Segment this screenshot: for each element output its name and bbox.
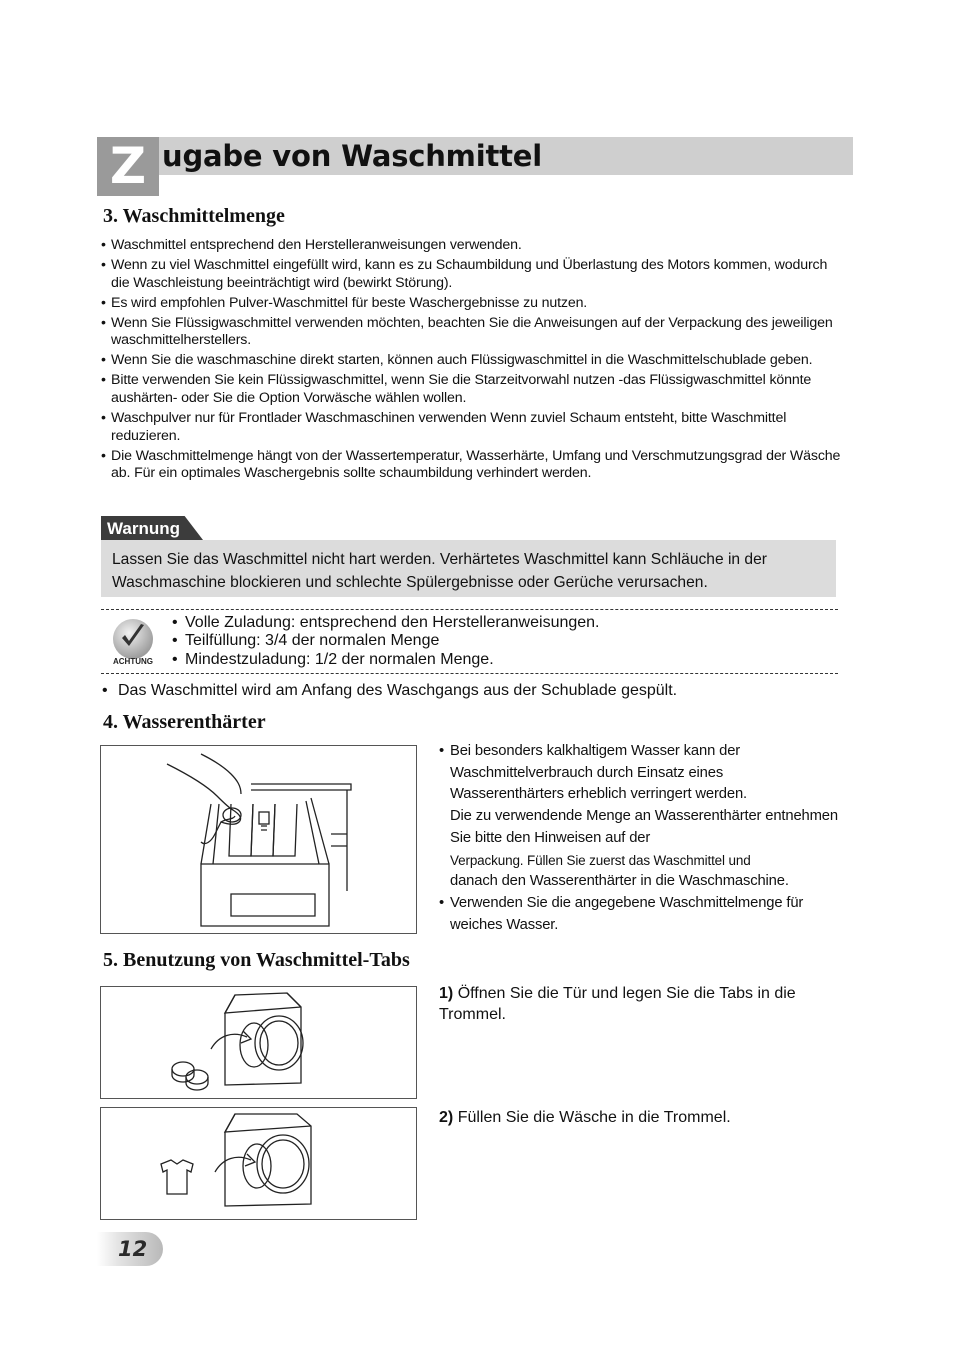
drawer-illustration [100,745,417,934]
list-item: • Verwenden Sie die angegebene Waschmittelmenge für weiches Wasser. [439,893,839,936]
list-item: • Bei besonders kalkhaltigem Wasser kann der Waschmittelverbrauch durch Einsatz eines Wasserenthärters erheblich verringert werden. Die zu verwendende Menge an Wasserenthärter entnehmen Sie bitte den Hinweisen auf der Verpackung. Füllen Sie zuerst das Waschmittel und danach den Wasserenthärter in die Waschmaschine. [439,741,839,893]
flush-note-text: Das Waschmittel wird am Anfang des Waschgangs aus der Schublade gespült. [118,682,678,699]
list-item: • Bitte verwenden Sie kein Flüssigwaschmittel, wenn Sie die Starzeitvorwahl nutzen -das Flüssigwaschmittel könnte aushärten- oder Sie die Option Vorwäsche wählen wollen. [101,372,846,407]
list-item: • Waschmittel entsprechend den Herstelleranweisungen verwenden. [101,237,846,255]
step-2: 2) Füllen Sie die Wäsche in die Trommel. [439,1109,731,1126]
laundry-illustration [100,1107,417,1220]
list-item: • Wenn Sie Flüssigwaschmittel verwenden möchten, beachten Sie die Anweisungen auf der Verpackung des jeweiligen waschmittelherstellers. [101,315,846,350]
section-heading-water-softener: 4. Wasserenthärter [103,711,266,733]
tabs-illustration [100,986,417,1099]
step-1: 1) Öffnen Sie die Tür und legen Sie die Tabs in die Trommel. [439,985,796,1023]
divider-bottom [101,673,838,674]
list-item: • Wenn Sie die waschmaschine direkt starten, können auch Flüssigwaschmittel in die Waschmittelschublade geben. [101,352,846,370]
warning-box: Lassen Sie das Waschmittel nicht hart werden. Verhärtetes Waschmittel kann Schläuche in der Waschmaschine blockieren und schlechte Spülergebnisse oder Gerüche verursachen. [101,540,836,597]
flush-note: • Das Waschmittel wird am Anfang des Waschgangs aus der Schublade gespült. [102,682,678,699]
divider-top [101,609,838,610]
warning-label: Warnung [107,519,181,538]
section-heading-detergent-amount: 3. Waschmittelmenge [103,205,285,227]
list-item: • Volle Zuladung: entsprechend den Herstelleranweisungen. [172,614,600,632]
section-heading-detergent-tabs: 5. Benutzung von Waschmittel-Tabs [103,949,410,971]
list-item: • Teilfüllung: 3/4 der normalen Menge [172,632,600,650]
list-item: • Die Waschmittelmenge hängt von der Wassertemperatur, Wasserhärte, Umfang und Verschmutzungsgrad der Wäsche ab. Für ein optimales Waschergebnis sollte schaumbildung verhindert werden. [101,448,846,483]
title-initial-letter: Z [97,137,159,196]
page-number: 12 [118,1237,148,1261]
detergent-amount-list [101,237,846,485]
washer-with-laundry-image [101,1108,415,1218]
detergent-drawer-image [101,746,415,932]
list-item: • Wenn zu viel Waschmittel eingefüllt wird, kann es zu Schaumbildung und Überlastung des Motors kommen, wodurch die Waschleistung beeinträchtigt wird (bewirkt Störung). [101,257,846,292]
list-item: • Waschpulver nur für Frontlader Waschmaschinen verwenden Wenn zuviel Schaum entsteht, bitte Waschmittel reduzieren. [101,410,846,445]
list-item: • Es wird empfohlen Pulver-Waschmittel für beste Waschergebnisse zu nutzen. [101,295,846,313]
water-softener-list [439,741,839,936]
checkmark-icon [108,617,158,667]
page-title: ugabe von Waschmittel [162,139,542,173]
list-item: • Mindestzuladung: 1/2 der normalen Menge. [172,651,600,669]
caution-icon-label: ACHTUNG [113,657,153,666]
washer-with-tabs-image [101,987,415,1097]
caution-list [172,614,600,669]
